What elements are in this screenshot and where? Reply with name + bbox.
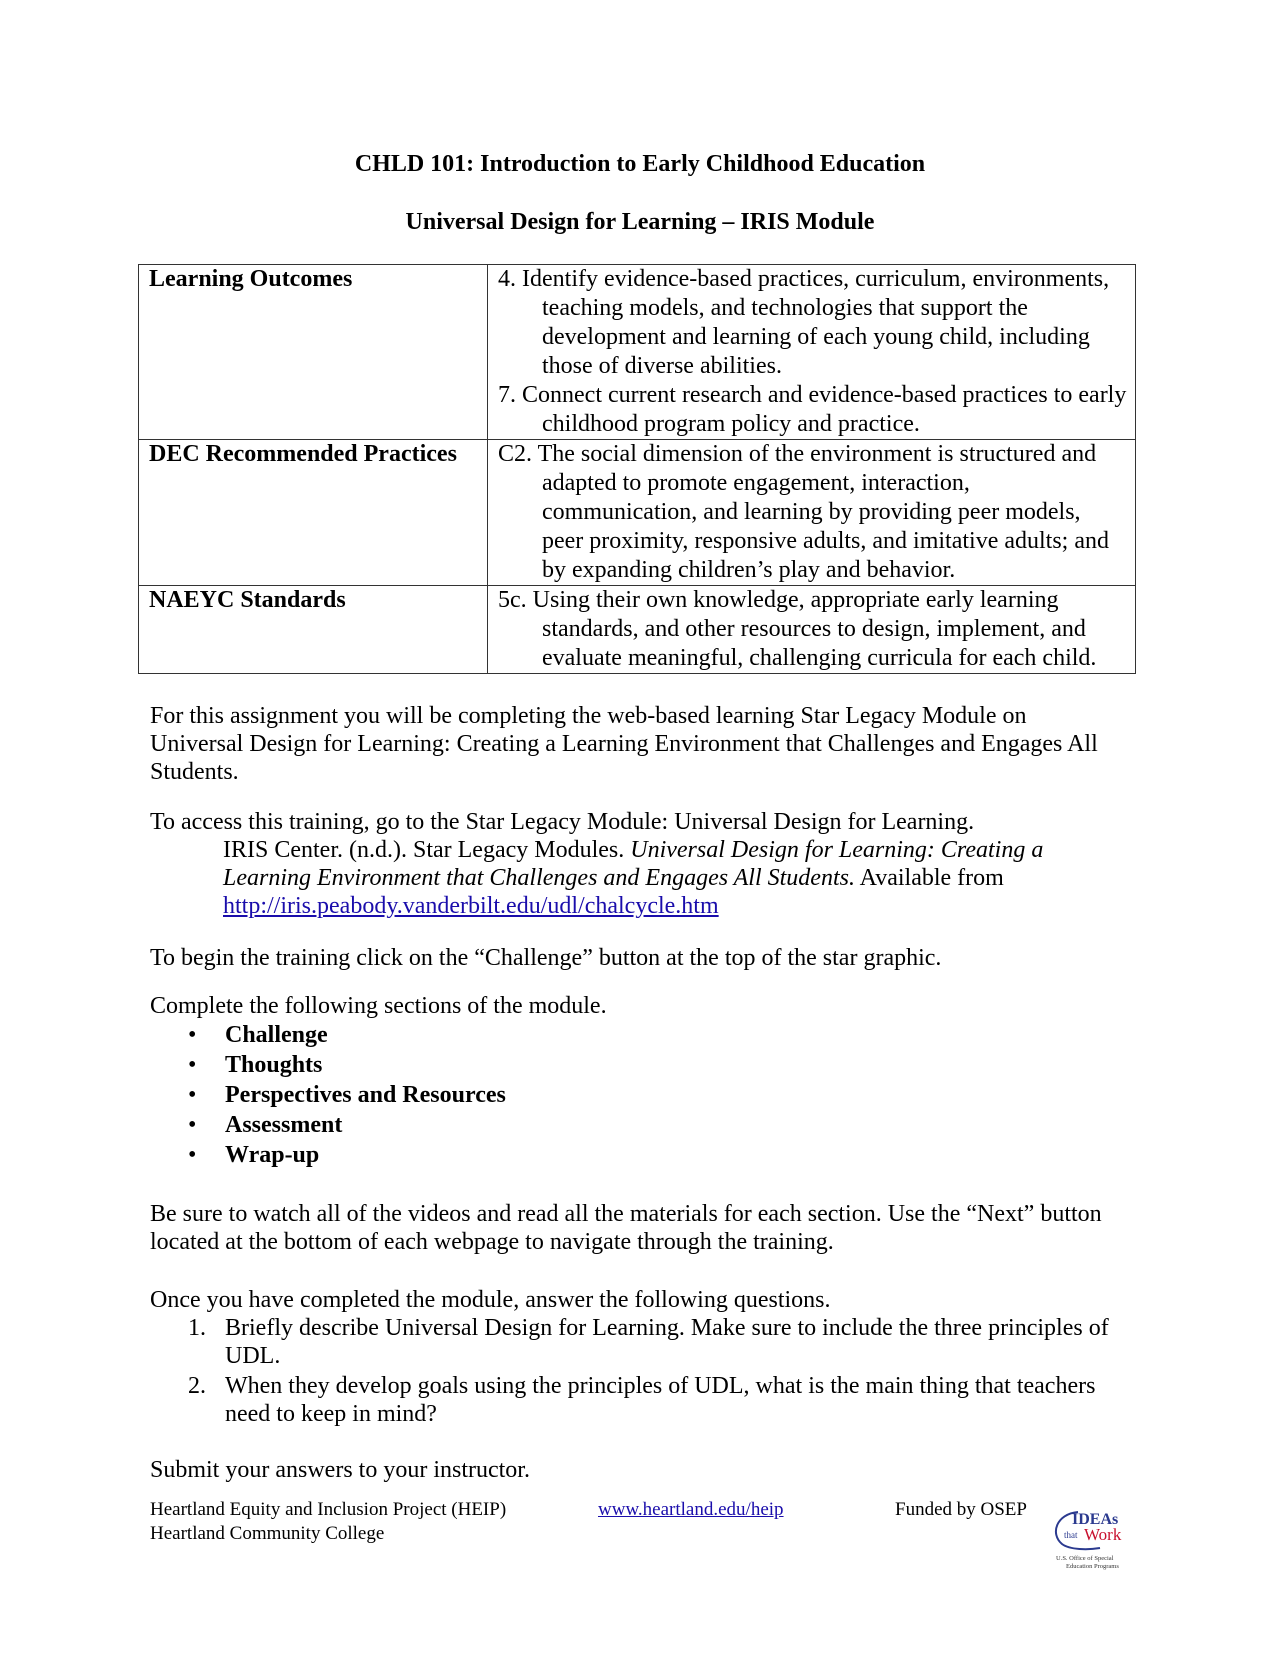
- footer-organization: [150, 1498, 506, 1546]
- table-row: [139, 586, 1136, 674]
- list-item: [150, 1372, 1130, 1428]
- bullet-icon: •: [188, 1142, 197, 1168]
- footer-college-name: Heartland Community College: [150, 1523, 385, 1544]
- logo-ideas-text: IDEAs: [1072, 1511, 1119, 1528]
- row-content: [488, 586, 1136, 674]
- complete-intro: Complete the following sections of the module.: [150, 993, 607, 1019]
- logo-caption-line1: U.S. Office of Special: [1056, 1555, 1114, 1562]
- question-text: Briefly describe Universal Design for Learning. Make sure to include the three principles of UDL.: [225, 1315, 1109, 1369]
- question-number: 1.: [188, 1315, 206, 1341]
- watch-instruction: Be sure to watch all of the videos and read all the materials for each section. Use the “Next” button located at the bottom of each webpage to navigate through the training.: [150, 1201, 1102, 1255]
- row-label: DEC Recommended Practices: [139, 440, 488, 586]
- outcome-item: 7. Connect current research and evidence-based practices to early childhood program policy and practice.: [498, 382, 1127, 437]
- bullet-icon: •: [188, 1022, 197, 1048]
- footer-link-wrap: [598, 1498, 784, 1522]
- course-title: CHLD 101: Introduction to Early Childhood Education: [354, 151, 926, 177]
- footer-website-link[interactable]: www.heartland.edu/heip: [598, 1499, 784, 1520]
- outcomes-table: [138, 264, 1136, 674]
- bullet-icon: •: [188, 1082, 197, 1108]
- questions-list: [150, 1314, 1130, 1430]
- section-name: Wrap-up: [225, 1142, 320, 1168]
- list-item: [150, 1050, 506, 1080]
- row-content: [488, 440, 1136, 586]
- standard-item: 5c. Using their own knowledge, appropriate early learning standards, and other resources to design, implement, and evaluate meaningful, challenging curricula for each child.: [498, 587, 1097, 671]
- bullet-icon: •: [188, 1112, 197, 1138]
- citation-title: Universal Design for Learning: Creating a Learning Environment that Challenges and Engages All Students.: [223, 837, 1044, 891]
- logo-caption-line2: Education Programs: [1066, 1563, 1119, 1570]
- list-item: [150, 1140, 506, 1170]
- citation: [223, 836, 1113, 920]
- list-item: [150, 1110, 506, 1140]
- ideas-that-work-logo: [1048, 1504, 1148, 1584]
- section-name: Challenge: [225, 1022, 328, 1048]
- row-label: Learning Outcomes: [139, 265, 488, 440]
- footer-funded-by: Funded by OSEP: [895, 1499, 1027, 1520]
- row-content: [488, 265, 1136, 440]
- sections-list: [150, 1020, 506, 1170]
- assignment-intro: For this assignment you will be completing the web-based learning Star Legacy Module on Universal Design for Learning: Creating a Learning Environment that Challenges and Engages All Students.: [150, 703, 1098, 785]
- table-row: [139, 265, 1136, 440]
- list-item: [150, 1080, 506, 1110]
- section-name: Assessment: [225, 1112, 343, 1138]
- submit-instruction: Submit your answers to your instructor.: [150, 1457, 530, 1483]
- outcome-item: 4. Identify evidence-based practices, curriculum, environments, teaching models, and technologies that support the development and learning of each young child, including those of diverse abilities.: [498, 266, 1110, 379]
- question-number: 2.: [188, 1373, 206, 1399]
- begin-instruction: To begin the training click on the “Challenge” button at the top of the star graphic.: [150, 945, 942, 971]
- row-label: NAEYC Standards: [139, 586, 488, 674]
- section-name: Perspectives and Resources: [225, 1082, 506, 1108]
- logo-work-text: Work: [1084, 1525, 1122, 1544]
- bullet-icon: •: [188, 1052, 197, 1078]
- practice-item: C2. The social dimension of the environment is structured and adapted to promote engagement, interaction, communication, and learning by providing peer models, peer proximity, responsive adults, and imitative adults; and by expanding children’s play and behavior.: [498, 441, 1109, 583]
- list-item: [150, 1020, 506, 1050]
- section-name: Thoughts: [225, 1052, 323, 1078]
- questions-intro: Once you have completed the module, answer the following questions.: [150, 1287, 831, 1313]
- question-text: When they develop goals using the principles of UDL, what is the main thing that teachers need to keep in mind?: [225, 1373, 1096, 1427]
- citation-available: Available from: [859, 865, 1004, 891]
- citation-url-link[interactable]: http://iris.peabody.vanderbilt.edu/udl/chalcycle.htm: [223, 893, 719, 919]
- access-intro: To access this training, go to the Star Legacy Module: Universal Design for Learning.: [150, 809, 975, 835]
- logo-that-text: that: [1064, 1530, 1078, 1540]
- citation-prefix: IRIS Center. (n.d.). Star Legacy Modules.: [223, 837, 625, 863]
- module-title: Universal Design for Learning – IRIS Module: [405, 209, 875, 235]
- table-row: [139, 440, 1136, 586]
- list-item: [150, 1314, 1130, 1370]
- footer-project-name: Heartland Equity and Inclusion Project (HEIP): [150, 1499, 507, 1520]
